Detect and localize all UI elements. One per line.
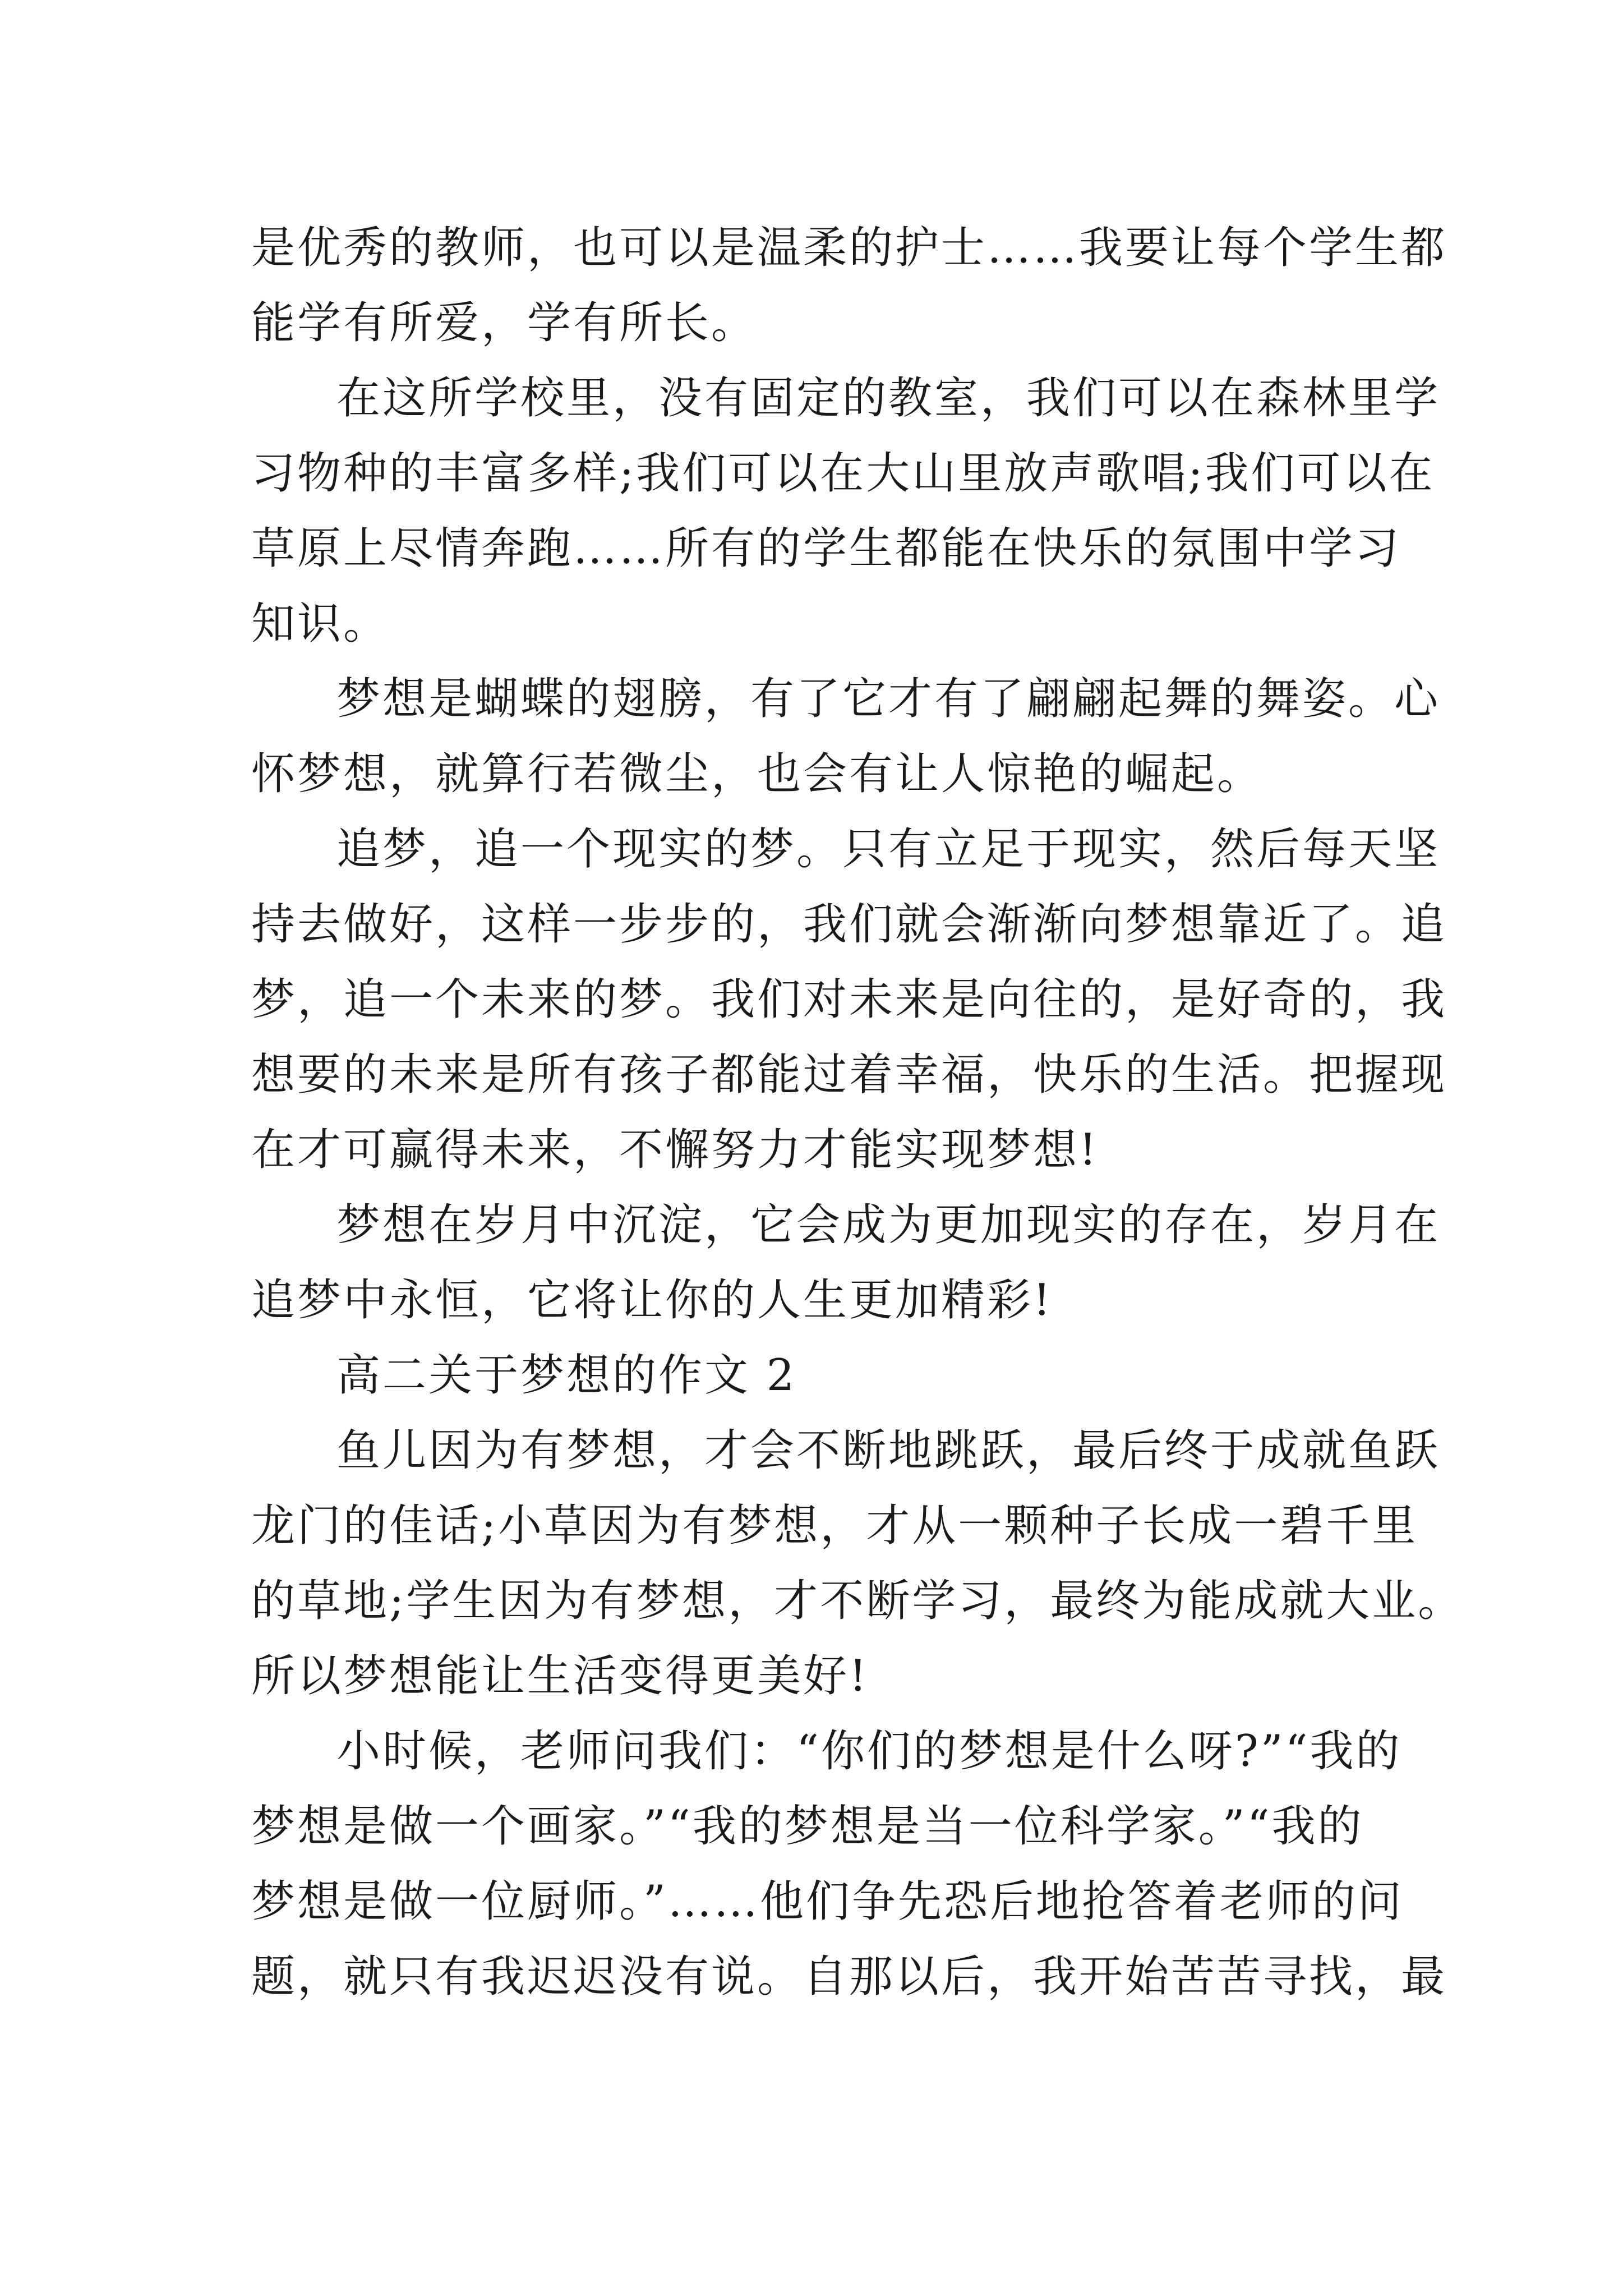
text-line: 是优秀的教师，也可以是温柔的护士……我要让每个学生都 [251,223,1447,273]
text-line: 梦想是蝴蝶的翅膀，有了它才有了翩翩起舞的舞姿。心 [336,674,1441,724]
text-line: 能学有所爱，学有所长。 [251,298,758,348]
text-line: 的草地;学生因为有梦想，才不断学习，最终为能成就大业。 [251,1576,1464,1626]
text-line: 高二关于梦想的作文 2 [336,1350,797,1401]
text-line: 持去做好，这样一步步的，我们就会渐渐向梦想靠近了。追 [251,899,1447,950]
text-line: 小时候，老师问我们：“你们的梦想是什么呀?”“我的 [336,1726,1402,1777]
text-line: 知识。 [251,599,390,649]
text-line: 梦想在岁月中沉淀，它会成为更加现实的存在，岁月在 [336,1200,1441,1250]
text-line: 怀梦想，就算行若微尘，也会有让人惊艳的崛起。 [251,749,1264,799]
text-line: 梦想是做一个画家。”“我的梦想是当一位科学家。”“我的 [251,1801,1364,1852]
body-text [251,210,1464,2014]
text-line: 龙门的佳话;小草因为有梦想，才从一颗种子长成一碧千里 [251,1501,1418,1551]
text-line: 习物种的丰富多样;我们可以在大山里放声歌唱;我们可以在 [251,448,1435,499]
text-line: 想要的未来是所有孩子都能过着幸福，快乐的生活。把握现 [251,1050,1447,1100]
text-line: 在才可赢得未来，不懈努力才能实现梦想! [251,1125,1099,1175]
text-line: 题，就只有我迟迟没有说。自那以后，我开始苦苦寻找，最 [251,1952,1447,2002]
text-line: 鱼儿因为有梦想，才会不断地跳跃，最后终于成就鱼跃 [336,1425,1441,1476]
text-line: 在这所学校里，没有固定的教室，我们可以在森林里学 [336,373,1441,424]
text-line: 梦，追一个未来的梦。我们对未来是向往的，是好奇的，我 [251,974,1447,1025]
text-line: 追梦中永恒，它将让你的人生更加精彩! [251,1275,1053,1326]
text-line: 所以梦想能让生活变得更美好! [251,1651,869,1701]
text-line: 草原上尽情奔跑……所有的学生都能在快乐的氛围中学习 [251,523,1401,574]
text-line: 追梦，追一个现实的梦。只有立足于现实，然后每天坚 [336,824,1441,875]
text-line: 梦想是做一位厨师。”……他们争先恐后地抢答着老师的问 [251,1876,1404,1927]
